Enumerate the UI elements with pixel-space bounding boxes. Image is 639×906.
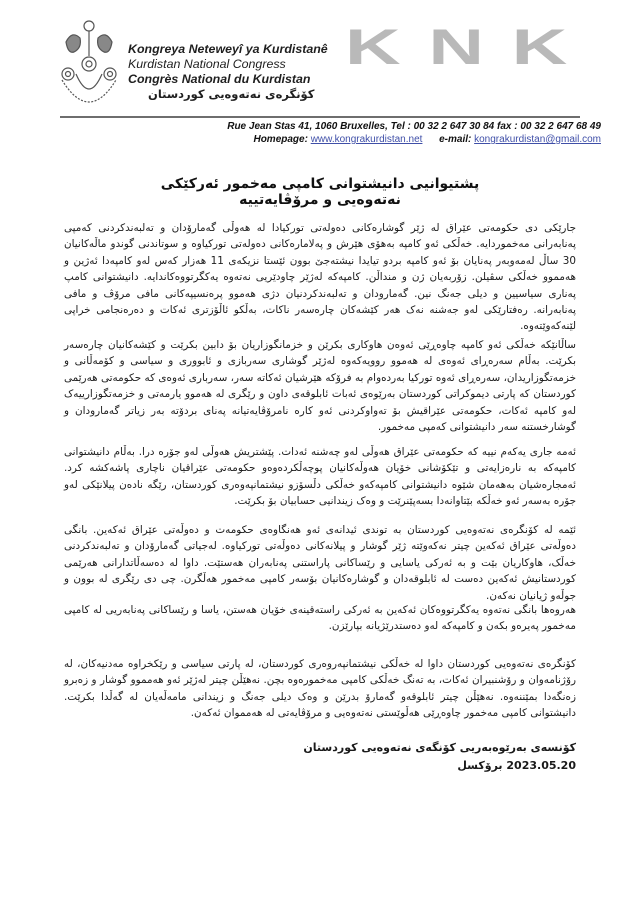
paragraph: هەروەها بانگی نەتەوە یەکگرتووەکان ئەکەین بە ئەرکی راستەقینەی خۆیان هەستن، یاسا و رێساکانی پەنابەریی لە کامپی مەخمور پەیرەو بکەن و کامپەکە لەو دەستدرێژیانە بپارێزن. <box>64 604 576 633</box>
header-divider <box>60 116 580 118</box>
paragraph: ئێمە لە کۆنگرەی نەتەوەیی کوردستان بە توندی ئیدانەی ئەو هەنگاوەی حکومەت و دەوڵەتی عێراق ئەکەین. بانگی دەوڵەتی عێراق ئەکەین چیتر نەکەوێتە ژێر گوشار و پیلانەکانی دەوڵەتی تورکیاوە. لەجیاتی گەمارۆدان و تەلبەندکردنی خەڵک، هاوکاریان بێت و بە ئەرکی یاسایی و رێساکانی پاراستنی پەنابەران هەستێت. داوا لە دەسەڵاتدارانی هەرێمی کوردستانیش ئەکەین دەست لە ئابلوقەدان و گوشارەکانیان بۆسەر کامپی مەخمور هەڵگرن. چی دی رێگری لە بوون و جوڵەو ژیانیان نەکەن. <box>64 524 576 602</box>
signature: کۆنسەی بەرێوەبەریی کۆنگەی نەتەوەیی کوردستان <box>303 741 576 754</box>
address-line: Rue Jean Stas 41, 1060 Bruxelles, Tel : 00 32 2 647 30 84 fax : 00 32 2 647 68 49 <box>227 121 601 132</box>
knk-acronym: KNK <box>345 26 595 66</box>
org-name-english: Kurdistan National Congress <box>128 57 286 71</box>
contact-line <box>0 134 601 145</box>
homepage-link[interactable]: www.kongrakurdistan.net <box>310 134 423 145</box>
organization-names <box>128 42 328 102</box>
paragraph: کۆنگرەی نەتەوەیی کوردستان داوا لە خەڵکی نیشتمانپەروەری کوردستان، لە پارتی سیاسی و رێکخراوە مەدنیەکان، لە رۆژنامەوان و رۆشنبیران ئەکات، بە تەنگ خەڵکی کامپی مەخمورەوە بچن. نەهێڵن چیتر لەژێر ئەو هەمموو گوشار و زەبرو زەنگەدا بمێننەوە. نەهێڵن چیتر ئابلوقەو گەمارۆ بدرێن و وەک دیلی جەنگ و زیندانی مامەڵەیان لە گەڵدا بکرێت. دانیشتوانی کامپی مەخمور چاوەڕێی هەڵوێستی نەتەوەیی و مرۆڤایەتی لە هەمموان ئەکەن. <box>64 658 576 720</box>
email-label: e-mail: <box>439 134 472 145</box>
org-name-kurmanji: Kongreya Neteweyî ya Kurdistanê <box>128 42 328 56</box>
paragraph: ئەمە جاری یەکەم نییە کە حکومەتی عێراق هەوڵی لەو چەشنە ئەدات. پێشتریش هەوڵی لەو جۆرە درا. بەڵام دانیشتوانی کامپەکە بە نارەزایەتی و تێکۆشانی خۆیان هەوڵەکانیان پوچەڵکردەوەو حکومەتی عێراقیان ناچاری پاشەکشە کرد. ئەمجارەشیان بەهەمان شێوە دانیشتوانی کامپەکەو خەڵکی دڵسۆزو نیشتمانپەوەری کوردستان، رێگە نادەن پیلانێکی لەو جۆرە بەسەر ئەو خەڵکە بێتاوانەدا بسەپێنرێت و وەک زیندانیی حسابیان بۆ بکرێت. <box>64 446 576 508</box>
knk-emblem-icon <box>58 16 120 116</box>
homepage-label: Homepage: <box>253 134 308 145</box>
org-name-french: Congrès National du Kurdistan <box>128 72 311 86</box>
paragraph: جارێکی دی حکومەتی عێراق لە ژێر گوشارەکانی دەولەتی تورکیادا لە هەوڵی گەمارۆدان و تەلبەندکردنی کەمپی پەنابەرانی مەخموردایە. خەڵکی ئەو کامپە بەهۆی هێرش و پەلامارەکانی دەولەتی تورکیاوە و سوتاندنی گوندو ماڵەکانیان 30 ساڵ لەمەوبەر پەنایان بۆ ئەو کامپە بردو تیایدا نیشتەجێ بوون ئێستا نزیکەی 11 هەزار کەس لەو کامپەدا ئەژین و هەمموو خەڵکی سڤیلن. زۆربەیان ژن و منداڵن. کامپەکە لەژێر چاودێریی نەتەوە یەکگرتووەکاندایە. دانیشتوانی کامپ پەناری سیاسیین و دیلی جەنگ نین. گەمارودان و تەلبەندکردنیان دژی هەموو پرەنسیپەکانی مافی مرۆڤ و مافی پەنابەرانە. رەفتارێکی لەو جەشنە نەک هەر کێشەکان چارەسەر ناکات، بەڵکو ئاڵۆزتری ئەکات و دەرەنجامی خراپی لێنەکەوێتەوە. <box>64 222 577 333</box>
date-place: 2023.05.20 برۆکسل <box>457 759 576 772</box>
document-title: پشتیوانیی دانیشتوانی کامپی مەخمور ئەرکێکی نەتەوەیی و مرۆڤایەتییە <box>160 176 480 208</box>
org-name-sorani: کۆنگرەی نەتەوەیی کوردستان <box>148 87 315 101</box>
email-link[interactable]: kongrakurdistan@gmail.com <box>474 134 601 145</box>
paragraph: ساڵانێکە خەڵکی ئەو کامپە چاوەڕێی ئەوەن هاوکاری بکرێن و خزمانگوزاریان بۆ دابین بکرێت و کێشەکانیان چارەسەر بکرێت. بەڵام سەرەڕای ئەوەی لە هەموو روویەکەوە لەژێر گوشاری سەربازی و ئابووری و سیاسی و کۆمەڵانی و خزمەتگوزاریدان، سەرەڕای ئەوە تورکیا بەردەوام بە فرۆکە هێرشیان ئەکاتە سەر، سەرباری ئەوەی کە حکومەتی هەرێمی کوردستان کە پارتی دیموکراتی کوردستان بەرێوەی ئەبات ئابلوقەی داون و رێگری لە هەموو یارمەتی و خزمەتگوزارییەک لەو کامپە ئەکات، حکومەتی عێراقیش بۆ تەواوکردنی ئەو کارە نامرۆڤایەتیانە پەنای بردۆتە بەر زیاتر گەمارودان و گوشارخستنە سەر دانیشتوانی کەمپی مەخمور. <box>64 339 576 434</box>
knk-wordmark <box>340 26 600 66</box>
